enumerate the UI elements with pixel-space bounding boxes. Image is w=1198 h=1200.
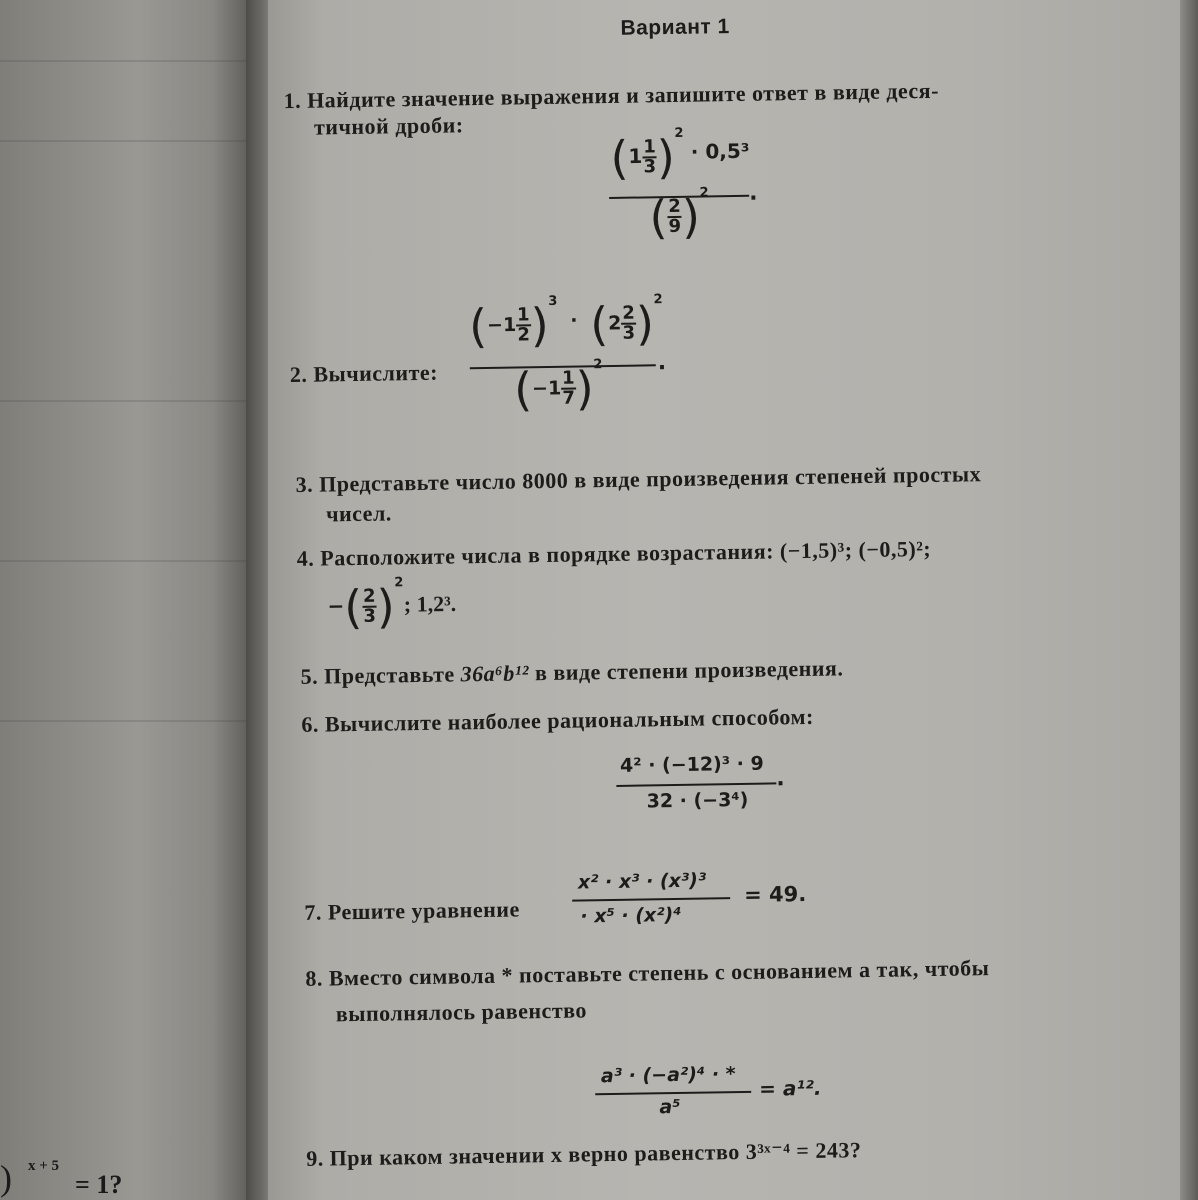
problem-4-line-1: 4. Расположите числа в порядке возрастания: (−1,5)³; (−0,5)²; xyxy=(296,535,932,571)
formula-1-numerator: (1 $\frac{1}{3}$ )$^2$ · 0,5³ xyxy=(610,125,750,185)
formula-6-numerator: 4² · (−12)³ · 9 xyxy=(619,752,764,777)
problem-8-line-1: 8. Вместо символа * поставьте степень с основанием a так, чтобы xyxy=(305,955,990,991)
formula-8-fraction-bar xyxy=(595,1091,751,1095)
left-exponent: x + 5 xyxy=(28,1158,60,1174)
formula-7-numerator: x² · x³ · (x³)³ xyxy=(577,869,707,894)
formula-8-denominator: a⁵ xyxy=(659,1095,681,1119)
formula-1-end: . xyxy=(748,180,758,206)
formula-7-denominator: · x⁵ · (x²)⁴ xyxy=(580,903,682,928)
page-content xyxy=(268,0,1198,1200)
left-page xyxy=(0,0,250,1200)
problem-1-line-2: тичной дроби: xyxy=(313,112,464,140)
formula-6-fraction-bar xyxy=(616,782,776,787)
problem-8-line-2: выполнялось равенство xyxy=(335,997,588,1027)
left-page-fragment xyxy=(0,1150,240,1200)
formula-8-rhs: = a¹². xyxy=(758,1075,822,1101)
formula-2-numerator: (−1 $\frac{1}{2}$ )$^3$ · (2 $\frac{2}{3}$ )$^2$ xyxy=(468,292,663,354)
problem-6-line: 6. Вычислите наиболее рациональным способом: xyxy=(301,703,815,737)
formula-2-denominator: (−1 $\frac{1}{7}$ )$^2$ xyxy=(513,357,603,417)
left-paren: ) xyxy=(0,1158,12,1198)
formula-6-denominator: 32 · (−3⁴) xyxy=(646,788,749,813)
formula-1-denominator: ( $\frac{2}{9}$ )$^2$ xyxy=(649,185,709,245)
formula-8-numerator: a³ · (−a²)⁴ · * xyxy=(600,1063,736,1088)
problem-3-line-1: 3. Представьте число 8000 в виде произведения степеней простых xyxy=(295,461,982,497)
problem-5-line: 5. Представьте 36a⁶b¹² в виде степени произведения. xyxy=(300,655,844,689)
problem-7-line: 7. Решите уравнение xyxy=(304,896,520,925)
formula-6-end: . xyxy=(776,766,785,792)
variant-title: Вариант 1 xyxy=(620,15,730,40)
problem-4-line-2: −( $\frac{2}{3}$ )$^2$; 1,2³. xyxy=(327,575,457,635)
problem-9-line: 9. При каком значении x верно равенство 3³ˣ⁻⁴ = 243? xyxy=(306,1137,862,1171)
problem-1-line-1: 1. Найдите значение выражения и запишите ответ в виде деся- xyxy=(283,77,940,114)
problem-2-line: 2. Вычислите: xyxy=(289,359,439,388)
formula-7-fraction-bar xyxy=(572,897,730,901)
formula-7-rhs: = 49. xyxy=(743,881,807,907)
right-page xyxy=(268,0,1198,1200)
left-equation-end: = 1? xyxy=(75,1170,123,1199)
formula-2-end: . xyxy=(657,350,667,376)
problem-3-line-2: чисел. xyxy=(325,500,393,527)
